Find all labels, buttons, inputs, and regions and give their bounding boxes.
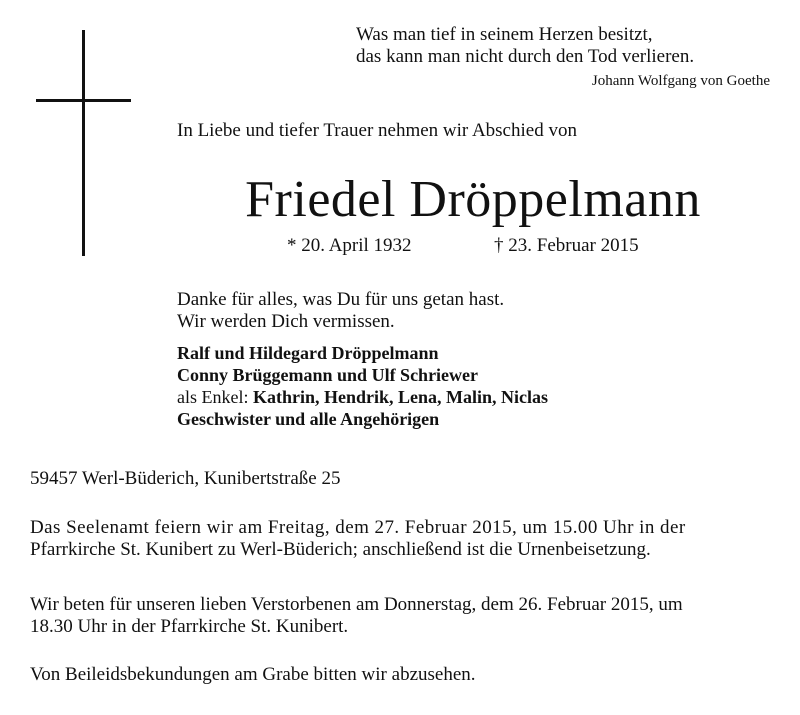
condolence-notice: Von Beileidsbekundungen am Grabe bitten wir abzusehen. — [30, 664, 476, 685]
mourner-line-1: Ralf und Hildegard Dröppelmann — [177, 343, 439, 363]
mourner-line-2: Conny Brüggemann und Ulf Schriewer — [177, 365, 479, 385]
quote-line-2: das kann man nicht durch den Tod verlieren. — [356, 46, 695, 67]
thanks-text — [177, 289, 504, 333]
goethe-quote — [356, 24, 694, 68]
mourner-line-4: Geschwister und alle Angehörigen — [177, 409, 440, 429]
service-paragraph — [30, 517, 686, 561]
thanks-line-1: Danke für alles, was Du für uns getan hast. — [177, 289, 505, 310]
grandchildren-names: Kathrin, Hendrik, Lena, Malin, Niclas — [252, 387, 549, 407]
service-line-1: Das Seelenamt feiern wir am Freitag, dem 27. Februar 2015, um 15.00 Uhr in der — [30, 517, 686, 538]
thanks-line-2: Wir werden Dich vermissen. — [177, 311, 395, 332]
mourners-list — [177, 342, 548, 430]
service-line-2: Pfarrkirche St. Kunibert zu Werl-Büderich; anschließend ist die Urnenbeisetzung. — [30, 539, 651, 560]
grandchildren-line — [177, 386, 548, 408]
prayer-line-1: Wir beten für unseren lieben Verstorbenen am Donnerstag, dem 26. Februar 2015, um — [30, 594, 683, 615]
grandchildren-prefix: als Enkel: — [177, 387, 249, 407]
prayer-paragraph — [30, 594, 683, 638]
deceased-name: Friedel Dröppelmann — [245, 171, 701, 228]
death-date: † 23. Februar 2015 — [494, 235, 639, 256]
quote-line-1: Was man tief in seinem Herzen besitzt, — [356, 24, 653, 45]
address-text: 59457 Werl-Büderich, Kunibertstraße 25 — [30, 468, 341, 489]
intro-text: In Liebe und tiefer Trauer nehmen wir Abschied von — [177, 120, 577, 141]
prayer-line-2: 18.30 Uhr in der Pfarrkirche St. Kunibert. — [30, 616, 349, 637]
birth-date: * 20. April 1932 — [287, 235, 412, 256]
quote-author: Johann Wolfgang von Goethe — [591, 73, 770, 89]
cross-icon-horizontal — [36, 99, 131, 102]
